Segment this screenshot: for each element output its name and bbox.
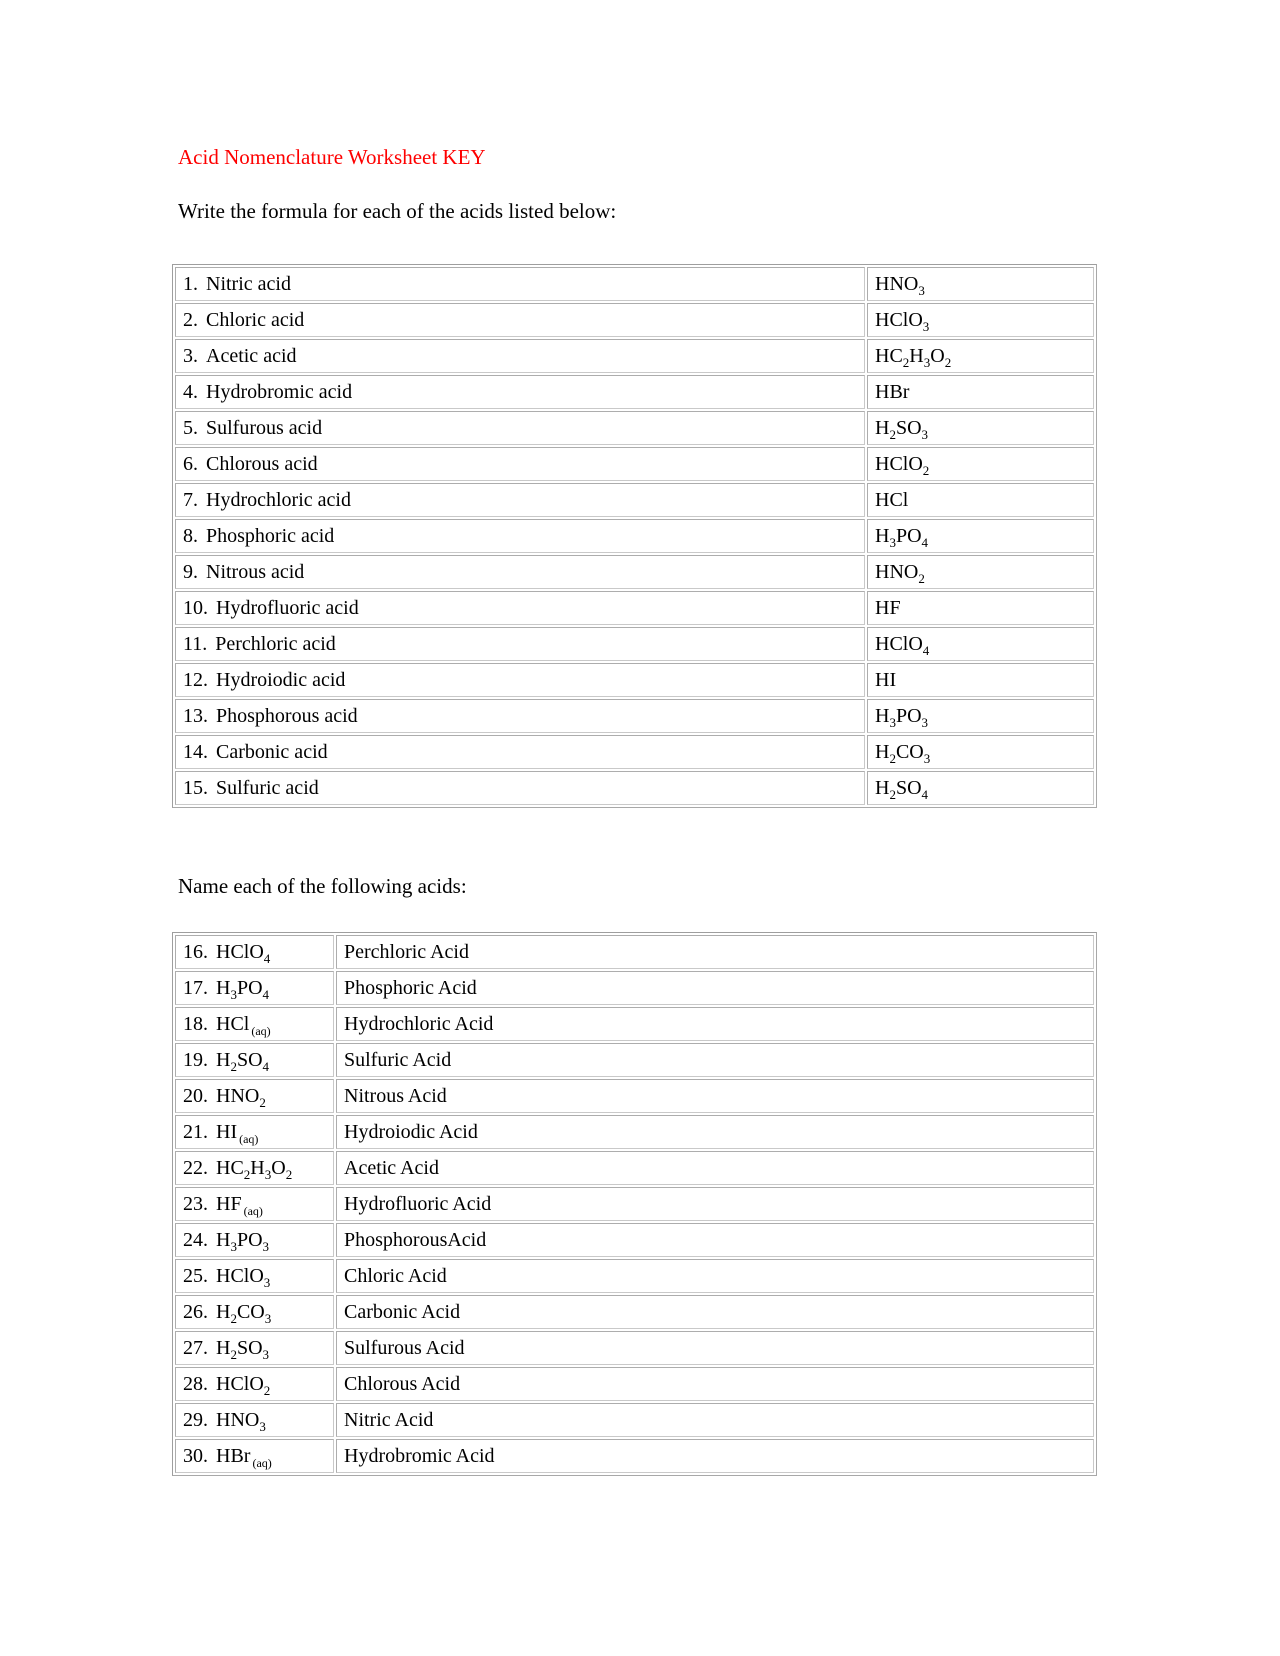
acid-formula-cell — [175, 1403, 334, 1437]
acid-name-cell — [336, 1007, 1094, 1041]
acid-formula: HCl — [875, 489, 909, 511]
row-number: 7. — [183, 489, 198, 511]
row-number: 23. — [183, 1193, 208, 1215]
row-number: 2. — [183, 309, 198, 331]
acid-name-cell — [175, 303, 865, 337]
formula-subscript: 3 — [262, 1239, 270, 1254]
table-row — [175, 591, 1094, 625]
table-row — [175, 339, 1094, 373]
acid-name-cell — [336, 1043, 1094, 1077]
row-number: 25. — [183, 1265, 208, 1287]
acid-name-cell — [336, 1439, 1094, 1473]
acid-formula-cell — [867, 771, 1094, 805]
acid-name: Hydrobromic Acid — [344, 1445, 495, 1467]
table-row — [175, 627, 1094, 661]
acid-name: Hydroiodic acid — [216, 669, 346, 691]
acid-formula: $HNO_2$ — [875, 561, 925, 586]
formula-subscript: 2 — [230, 1311, 237, 1326]
formula-subscript: 3 — [923, 355, 931, 370]
acid-name: Hydroiodic Acid — [344, 1121, 478, 1143]
acid-name-cell — [175, 591, 865, 625]
acid-formula: HClO$_4$ — [216, 941, 271, 966]
table-row — [175, 1223, 1094, 1257]
formula-subscript: 2 — [285, 1167, 293, 1182]
acid-name-cell — [336, 971, 1094, 1005]
acid-formula: $HC_2H_3O_2$ — [875, 345, 952, 370]
formula-subscript: 3 — [264, 1167, 272, 1182]
acid-name: Phosphoric acid — [206, 525, 335, 547]
formula-subscript: 3 — [263, 1275, 271, 1290]
formula-subscript: 3 — [230, 987, 237, 1002]
row-number: 5. — [183, 417, 198, 439]
formula-subscript: 2 — [902, 355, 910, 370]
table-row — [175, 1331, 1094, 1365]
acid-name-cell — [175, 735, 865, 769]
acid-name: Hydrochloric Acid — [344, 1013, 494, 1035]
table-row — [175, 483, 1094, 517]
formula-subscript: 3 — [264, 1311, 272, 1326]
row-number: 6. — [183, 453, 198, 475]
formula-subscript: 2 — [243, 1167, 251, 1182]
acid-name: Chloric acid — [206, 309, 305, 331]
acid-formula-cell — [175, 1151, 334, 1185]
acid-name: Chlorous Acid — [344, 1373, 461, 1395]
acid-name: Nitrous acid — [206, 561, 305, 583]
table-row — [175, 447, 1094, 481]
acid-formula-cell — [175, 1223, 334, 1257]
row-number: 1. — [183, 273, 198, 295]
row-number: 18. — [183, 1013, 208, 1035]
formula-subscript: 4 — [262, 1059, 270, 1074]
table-row — [175, 1367, 1094, 1401]
acid-name: Nitric acid — [206, 273, 291, 295]
row-number: 28. — [183, 1373, 208, 1395]
acid-formula: HClO$_3$ — [875, 309, 930, 334]
acid-name-cell — [175, 519, 865, 553]
acid-formula: $H_2SO_3$ — [875, 417, 929, 442]
acid-name-cell — [336, 935, 1094, 969]
acid-name: Sulfurous Acid — [344, 1337, 465, 1359]
formula-subscript: 2 — [918, 571, 925, 586]
row-number: 21. — [183, 1121, 208, 1143]
row-number: 15. — [183, 777, 208, 799]
formula-subscript: 3 — [923, 751, 931, 766]
row-number: 11. — [183, 633, 208, 655]
table-row — [175, 735, 1094, 769]
acid-name-cell — [336, 1295, 1094, 1329]
acid-formula-cell — [867, 519, 1094, 553]
table-row — [175, 971, 1094, 1005]
aqueous-subscript: (aq) — [252, 1456, 272, 1470]
acid-formula-cell — [867, 663, 1094, 697]
formula-subscript: 2 — [944, 355, 952, 370]
acid-name-cell — [175, 555, 865, 589]
acid-name-cell — [175, 627, 865, 661]
formula-subscript: 3 — [889, 535, 896, 550]
acid-name-cell — [175, 663, 865, 697]
formula-subscript: 4 — [922, 643, 930, 658]
acid-name-cell — [336, 1187, 1094, 1221]
acid-formula: $H_2SO_3$ — [216, 1337, 270, 1362]
acid-formula-cell — [867, 483, 1094, 517]
acid-formula: HBr $_{(aq)}$ — [216, 1445, 272, 1470]
row-number: 26. — [183, 1301, 208, 1323]
row-number: 8. — [183, 525, 198, 547]
acid-formula-cell — [175, 1259, 334, 1293]
acid-name: Hydrofluoric acid — [216, 597, 359, 619]
acid-name: Acetic acid — [206, 345, 297, 367]
formula-subscript: 3 — [922, 319, 930, 334]
acid-formula-cell — [175, 1007, 334, 1041]
acid-formula-cell — [867, 375, 1094, 409]
acid-name-cell — [175, 483, 865, 517]
table-row — [175, 935, 1094, 969]
formula-subscript: 3 — [921, 715, 929, 730]
acid-name: Hydrofluoric Acid — [344, 1193, 492, 1215]
aqueous-subscript: (aq) — [239, 1132, 259, 1146]
acid-formula: $H_2SO_4$ — [216, 1049, 270, 1074]
acid-formula: HClO$_2$ — [875, 453, 930, 478]
table-row — [175, 663, 1094, 697]
acid-name: Perchloric acid — [215, 633, 336, 655]
formula-subscript: 3 — [262, 1347, 270, 1362]
table-row — [175, 411, 1094, 445]
acid-formula: HClO$_3$ — [216, 1265, 271, 1290]
table-row — [175, 555, 1094, 589]
table-row — [175, 1079, 1094, 1113]
formula-subscript: 3 — [230, 1239, 237, 1254]
acid-name: Perchloric Acid — [344, 941, 469, 963]
table-row — [175, 771, 1094, 805]
acid-formula: $H_2CO_3$ — [216, 1301, 272, 1326]
section1-heading: Write the formula for each of the acids listed below: — [178, 199, 617, 223]
row-number: 24. — [183, 1229, 208, 1251]
row-number: 19. — [183, 1049, 208, 1071]
acid-formula: $HC_2H_3O_2$ — [216, 1157, 293, 1182]
acid-name-cell — [175, 411, 865, 445]
acid-name-cell — [336, 1151, 1094, 1185]
formula-subscript: 2 — [230, 1347, 237, 1362]
acid-formula-cell — [867, 447, 1094, 481]
acid-formula: $H_2CO_3$ — [875, 741, 931, 766]
acid-formula-cell — [175, 971, 334, 1005]
table-row — [175, 699, 1094, 733]
acid-name: Phosphorous acid — [216, 705, 358, 727]
acid-formula: $HNO_2$ — [216, 1085, 266, 1110]
acid-name-cell — [336, 1115, 1094, 1149]
acid-formula-cell — [867, 555, 1094, 589]
acid-formula-cell — [175, 1079, 334, 1113]
row-number: 30. — [183, 1445, 208, 1467]
formula-subscript: 2 — [889, 751, 896, 766]
acid-name-cell — [336, 1331, 1094, 1365]
acid-formula: $H_3PO_3$ — [875, 705, 929, 730]
aqueous-subscript: (aq) — [251, 1024, 271, 1038]
acid-formula-cell — [867, 627, 1094, 661]
acid-name-cell — [336, 1403, 1094, 1437]
row-number: 10. — [183, 597, 208, 619]
acid-formula-cell — [175, 935, 334, 969]
formula-subscript: 4 — [921, 535, 929, 550]
acid-formula: $H_3PO_4$ — [216, 977, 270, 1002]
acid-name-cell — [336, 1223, 1094, 1257]
table-row — [175, 1151, 1094, 1185]
acid-formula-cell — [867, 339, 1094, 373]
section2-heading: Name each of the following acids: — [178, 874, 467, 898]
acid-name-cell — [175, 375, 865, 409]
table-row — [175, 267, 1094, 301]
acid-formula-cell — [175, 1367, 334, 1401]
acid-name-cell — [175, 699, 865, 733]
acid-formula: HF $_{(aq)}$ — [216, 1193, 263, 1218]
table-row — [175, 303, 1094, 337]
formula-subscript: 4 — [263, 951, 271, 966]
formula-subscript: 2 — [922, 463, 930, 478]
acid-formula: HClO$_2$ — [216, 1373, 271, 1398]
acid-name-cell — [175, 267, 865, 301]
acid-formula-cell — [867, 267, 1094, 301]
acid-name: Sulfurous acid — [206, 417, 323, 439]
acid-name: Carbonic acid — [216, 741, 328, 763]
formula-table — [172, 264, 1097, 808]
row-number: 20. — [183, 1085, 208, 1107]
row-number: 9. — [183, 561, 198, 583]
formula-subscript: 3 — [921, 427, 929, 442]
acid-formula: $HNO_3$ — [875, 273, 925, 298]
acid-name-cell — [336, 1079, 1094, 1113]
formula-subscript: 4 — [262, 987, 270, 1002]
acid-name: Hydrochloric acid — [206, 489, 351, 511]
acid-name: Carbonic Acid — [344, 1301, 461, 1323]
formula-subscript: 4 — [921, 787, 929, 802]
row-number: 13. — [183, 705, 208, 727]
acid-formula: $H_3PO_3$ — [216, 1229, 270, 1254]
row-number: 22. — [183, 1157, 208, 1179]
formula-subscript: 2 — [263, 1383, 271, 1398]
acid-formula-cell — [175, 1295, 334, 1329]
acid-formula-cell — [175, 1115, 334, 1149]
acid-formula: $H_3PO_4$ — [875, 525, 929, 550]
acid-name: Chloric Acid — [344, 1265, 447, 1287]
formula-subscript: 2 — [259, 1095, 266, 1110]
row-number: 12. — [183, 669, 208, 691]
acid-formula-cell — [867, 735, 1094, 769]
row-number: 4. — [183, 381, 198, 403]
table-row — [175, 1403, 1094, 1437]
acid-name: Phosphoric Acid — [344, 977, 477, 999]
formula-subscript: 2 — [889, 787, 896, 802]
formula-subscript: 2 — [889, 427, 896, 442]
table-row — [175, 375, 1094, 409]
acid-formula: $HNO_3$ — [216, 1409, 266, 1434]
formula-subscript: 2 — [230, 1059, 237, 1074]
acid-name-cell — [336, 1367, 1094, 1401]
row-number: 27. — [183, 1337, 208, 1359]
acid-formula-cell — [867, 411, 1094, 445]
table-row — [175, 1007, 1094, 1041]
formula-subscript: 3 — [259, 1419, 266, 1434]
table-row — [175, 1187, 1094, 1221]
acid-formula-cell — [175, 1187, 334, 1221]
table-row — [175, 1259, 1094, 1293]
acid-name: Acetic Acid — [344, 1157, 439, 1179]
page-title: Acid Nomenclature Worksheet KEY — [178, 145, 486, 169]
acid-name: PhosphorousAcid — [344, 1229, 487, 1251]
naming-table — [172, 932, 1097, 1476]
acid-formula-cell — [175, 1439, 334, 1473]
acid-name-cell — [336, 1259, 1094, 1293]
acid-formula: HClO$_4$ — [875, 633, 930, 658]
acid-name-cell — [175, 447, 865, 481]
acid-formula-cell — [175, 1043, 334, 1077]
row-number: 17. — [183, 977, 208, 999]
acid-formula: $H_2SO_4$ — [875, 777, 929, 802]
table-row — [175, 1043, 1094, 1077]
table-row — [175, 519, 1094, 553]
row-number: 16. — [183, 941, 208, 963]
row-number: 14. — [183, 741, 208, 763]
acid-name: Hydrobromic acid — [206, 381, 353, 403]
formula-subscript: 3 — [889, 715, 896, 730]
acid-formula: HF — [875, 597, 901, 619]
acid-formula-cell — [867, 699, 1094, 733]
row-number: 3. — [183, 345, 198, 367]
formula-subscript: 3 — [918, 283, 925, 298]
acid-formula: HI — [875, 669, 897, 691]
table-row — [175, 1115, 1094, 1149]
acid-name-cell — [175, 771, 865, 805]
acid-formula-cell — [867, 303, 1094, 337]
acid-name: Chlorous acid — [206, 453, 318, 475]
acid-formula-cell — [175, 1331, 334, 1365]
table-row — [175, 1439, 1094, 1473]
acid-formula: HCl $_{(aq)}$ — [216, 1013, 271, 1038]
aqueous-subscript: (aq) — [243, 1204, 263, 1218]
acid-name: Sulfuric Acid — [344, 1049, 452, 1071]
acid-formula: HBr — [875, 381, 910, 403]
acid-name: Nitric Acid — [344, 1409, 434, 1431]
acid-formula-cell — [867, 591, 1094, 625]
acid-name-cell — [175, 339, 865, 373]
table-row — [175, 1295, 1094, 1329]
acid-formula: HI $_{(aq)}$ — [216, 1121, 259, 1146]
acid-name: Sulfuric acid — [216, 777, 319, 799]
acid-name: Nitrous Acid — [344, 1085, 447, 1107]
row-number: 29. — [183, 1409, 208, 1431]
